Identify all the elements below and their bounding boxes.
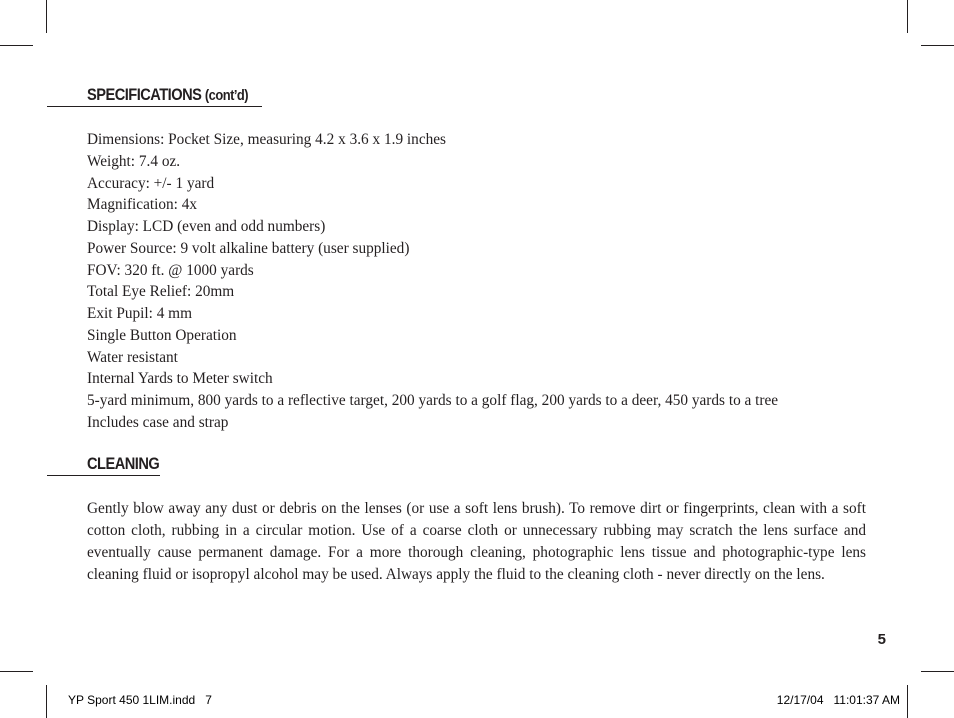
cleaning-heading-rule <box>47 475 160 476</box>
crop-mark-bottom-left-horizontal <box>0 671 33 672</box>
spec-item: Includes case and strap <box>87 413 229 431</box>
slug-timestamp: 12/17/04 11:01:37 AM <box>776 693 900 707</box>
specifications-heading-suffix: (cont’d) <box>204 87 249 104</box>
specifications-heading <box>87 85 248 106</box>
spec-item: Dimensions: Pocket Size, measuring 4.2 x 3.6 x 1.9 inches <box>87 131 447 148</box>
crop-mark-top-left-vertical <box>46 0 47 33</box>
spec-item: Internal Yards to Meter switch <box>87 370 273 388</box>
crop-mark-top-left-horizontal <box>0 45 33 46</box>
spec-item: Water resistant <box>87 348 178 366</box>
spec-item: Power Source: 9 volt alkaline battery (user supplied) <box>87 239 410 257</box>
spec-item: 5-yard minimum, 800 yards to a reflective target, 200 yards to a golf flag, 200 yards to a deer, 450 yards to a tree <box>87 392 779 409</box>
spec-item: Magnification: 4x <box>87 196 198 214</box>
crop-mark-bottom-right-vertical <box>907 685 908 718</box>
spec-item: Total Eye Relief: 20mm <box>87 283 235 301</box>
spec-item: Weight: 7.4 oz. <box>87 152 181 170</box>
cleaning-paragraph: Gently blow away any dust or debris on the lenses (or use a soft lens brush). To remove dirt or fingerprints, clean with a soft cotton cloth, rubbing in a circular motion. Use of a coarse cloth or unnecessary rubbing may scratch the lens surface and eventually cause permanent damage. For a more thorough cleaning, photographic lens tissue and photographic-type lens cleaning fluid or isopropyl alcohol may be used. Always apply the fluid to the cleaning cloth - never directly on the lens. <box>87 500 866 583</box>
spec-item: Exit Pupil: 4 mm <box>87 305 192 322</box>
crop-mark-top-right-horizontal <box>921 45 954 46</box>
slug-file-name: YP Sport 450 1LIM.indd 7 <box>68 693 212 707</box>
crop-mark-bottom-right-horizontal <box>921 671 954 672</box>
spec-item: Accuracy: +/- 1 yard <box>87 174 215 192</box>
specifications-list <box>87 129 778 434</box>
crop-mark-bottom-left-vertical <box>46 685 47 718</box>
specifications-heading-rule <box>47 106 262 107</box>
crop-mark-top-right-vertical <box>907 0 908 33</box>
cleaning-heading-text: CLEANING <box>87 454 160 473</box>
specifications-heading-text: SPECIFICATIONS <box>87 85 202 104</box>
spec-item: Single Button Operation <box>87 326 237 344</box>
page-number: 5 <box>877 631 886 648</box>
spec-item: Display: LCD (even and odd numbers) <box>87 218 326 235</box>
cleaning-heading <box>87 454 159 474</box>
spec-item: FOV: 320 ft. @ 1000 yards <box>87 261 254 279</box>
